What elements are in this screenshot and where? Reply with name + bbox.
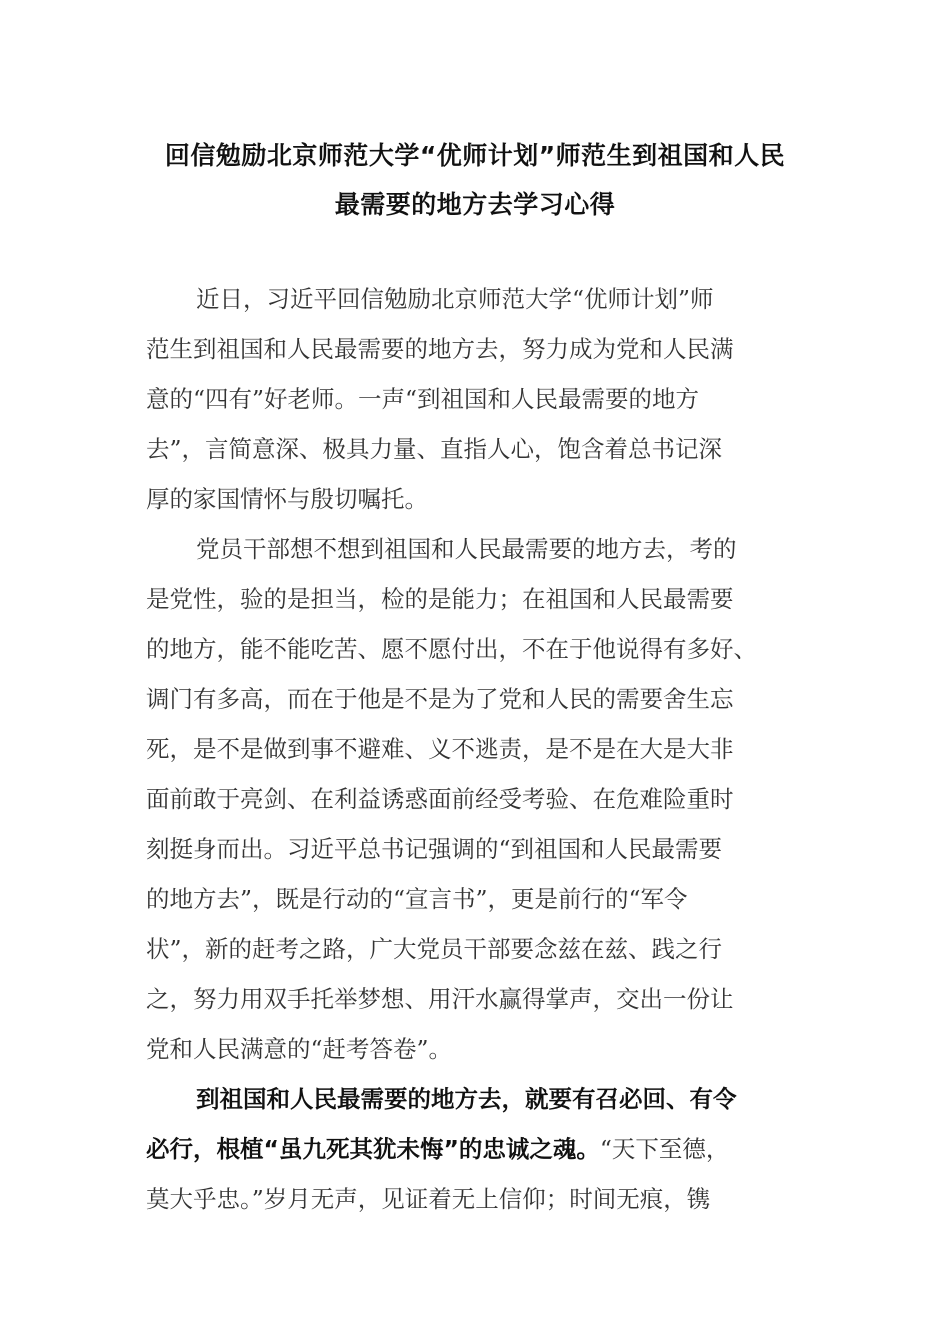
document-title-line-1: 回信勉励北京师范大学“优师计划”师范生到祖国和人民 (164, 141, 786, 170)
paragraph-2-line-8: 的地方去”，既是行动的“宣言书”，更是前行的“军令 (146, 885, 688, 913)
paragraph-1-line-5: 厚的家国情怀与殷切嘱托。 (146, 485, 428, 513)
paragraph-2-line-2: 是党性，验的是担当，检的是能力；在祖国和人民最需要 (146, 585, 734, 613)
document-body (146, 0, 806, 1344)
paragraph-2-line-10: 之，努力用双手托举梦想、用汗水赢得掌声，交出一份让 (146, 985, 734, 1013)
paragraph-1-line-4: 去”，言简意深、极具力量、直指人心，饱含着总书记深 (146, 435, 723, 463)
paragraph-1-line-1: 近日，习近平回信勉励北京师范大学“优师计划”师 (196, 285, 714, 313)
paragraph-2-line-11: 党和人民满意的“赶考答卷”。 (146, 1035, 453, 1063)
paragraph-2-line-4: 调门有多高，而在于他是不是为了党和人民的需要舍生忘 (146, 685, 734, 713)
paragraph-3-quote-start: “天下至德， (599, 1135, 730, 1163)
paragraph-3-bold-lead: 必行，根植“虽九死其犹未悔”的忠诚之魂。 (146, 1135, 600, 1163)
paragraph-2-line-5: 死，是不是做到事不避难、义不逃责，是不是在大是大非 (146, 735, 734, 763)
paragraph-2-line-6: 面前敢于亮剑、在利益诱惑面前经受考验、在危难险重时 (146, 785, 734, 813)
document-title-line-2: 最需要的地方去学习心得 (334, 190, 616, 219)
paragraph-3-line-3: 莫大乎忠。”岁月无声，见证着无上信仰；时间无痕，镌 (146, 1185, 711, 1213)
paragraph-2-line-3: 的地方，能不能吃苦、愿不愿付出，不在于他说得有多好、 (146, 635, 757, 663)
paragraph-2-line-1: 党员干部想不想到祖国和人民最需要的地方去，考的 (196, 535, 737, 563)
paragraph-1-line-3: 意的“四有”好老师。一声“到祖国和人民最需要的地方 (146, 385, 700, 413)
paragraph-1-line-2: 范生到祖国和人民最需要的地方去，努力成为党和人民满 (146, 335, 734, 363)
paragraph-3-line-2 (146, 1124, 729, 1174)
paragraph-3-line-1: 到祖国和人民最需要的地方去，就要有召必回、有令 (196, 1085, 737, 1113)
paragraph-2-line-9: 状”，新的赶考之路，广大党员干部要念兹在兹、践之行 (146, 935, 723, 963)
paragraph-2-line-7: 刻挺身而出。习近平总书记强调的“到祖国和人民最需要 (146, 835, 723, 863)
